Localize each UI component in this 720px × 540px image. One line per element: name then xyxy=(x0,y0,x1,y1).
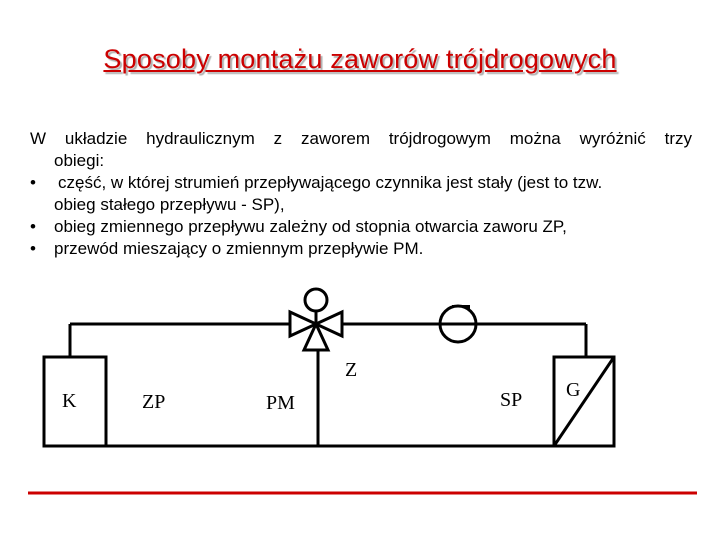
intro-line-cont: obiegi: xyxy=(54,151,105,170)
label-pm: PM xyxy=(266,392,295,414)
bullet-dot: • xyxy=(30,173,36,192)
bullet-dot: • xyxy=(30,239,36,258)
bullet-text: część, w której strumień przepływającego czynnika jest stały (jest to tzw. xyxy=(58,173,603,192)
label-g: G xyxy=(566,379,581,401)
bullet-text: obieg zmiennego przepływu zależny od stopnia otwarcia zaworu ZP, xyxy=(54,217,567,236)
label-sp: SP xyxy=(500,389,523,411)
intro-line: W układzie hydraulicznym z zaworem trójdrogowym można wyróżnić trzy xyxy=(30,129,692,148)
label-k: K xyxy=(62,390,77,412)
label-zp: ZP xyxy=(142,391,166,413)
label-z: Z xyxy=(345,359,358,381)
bullet-text: przewód mieszający o zmiennym przepływie PM. xyxy=(54,239,424,258)
three-way-valve-icon xyxy=(290,289,342,350)
slide-title: Sposoby montażu zaworów trójdrogowych xyxy=(103,44,617,74)
bullet-dot: • xyxy=(30,217,36,236)
pump-icon xyxy=(440,305,476,342)
bullet-text-cont: obieg stałego przepływu - SP), xyxy=(54,195,285,214)
